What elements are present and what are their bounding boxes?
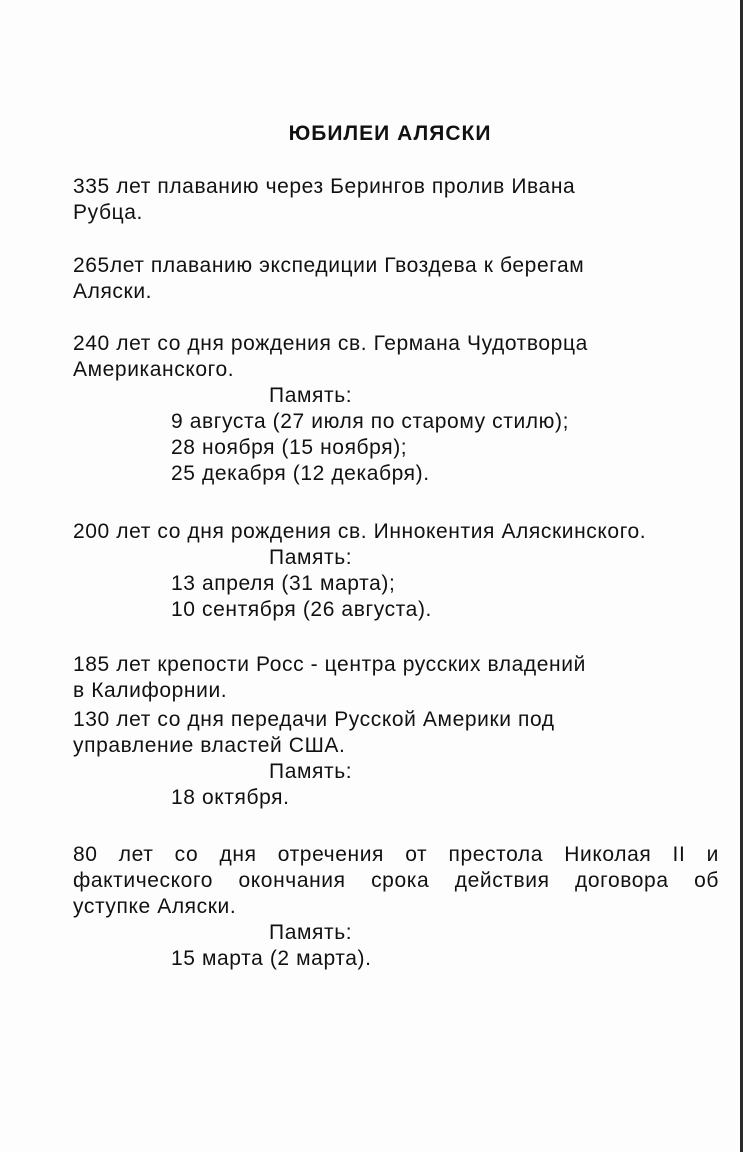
memory-label: Память: bbox=[269, 760, 353, 783]
entry-text-line: 185 лет крепости Росс - центра русских владений bbox=[73, 653, 586, 676]
memory-label: Память: bbox=[269, 921, 353, 944]
entry-text-line: управление властей США. bbox=[73, 734, 346, 757]
entry-text-line: 80 лет со дня отречения от престола Николая II и bbox=[73, 843, 719, 866]
entry-text-line: Американского. bbox=[73, 358, 235, 381]
entry-text-line: 335 лет плаванию через Берингов пролив Ивана bbox=[73, 175, 576, 198]
jubilee-entry-bering-strait bbox=[73, 174, 575, 226]
entry-text-line: уступке Аляски. bbox=[73, 895, 237, 918]
memory-date: 15 марта (2 марта). bbox=[171, 947, 372, 970]
memory-date: 25 декабря (12 декабря). bbox=[171, 462, 430, 485]
entry-text-line: Рубца. bbox=[73, 201, 143, 224]
jubilee-entry-herman-of-alaska bbox=[73, 331, 588, 487]
memory-date: 9 августа (27 июля по старому стилю); bbox=[171, 410, 570, 433]
jubilee-entry-fort-ross bbox=[73, 652, 586, 704]
memory-date: 28 ноября (15 ноября); bbox=[171, 436, 408, 459]
jubilee-entry-transfer-to-usa bbox=[73, 707, 555, 811]
document-title: ЮБИЛЕИ АЛЯСКИ bbox=[288, 122, 492, 145]
jubilee-entry-gvozdev-expedition bbox=[73, 253, 584, 305]
entry-text-line: 200 лет со дня рождения св. Иннокентия Аляскинского. bbox=[73, 520, 647, 543]
memory-date: 18 октября. bbox=[171, 786, 290, 809]
memory-date: 13 апреля (31 марта); bbox=[171, 572, 396, 595]
entry-text-line: 265лет плаванию экспедиции Гвоздева к берегам bbox=[73, 254, 585, 277]
jubilee-entry-innocent-of-alaska bbox=[73, 519, 646, 623]
memory-label: Память: bbox=[269, 384, 353, 407]
entry-text-line: фактического окончания срока действия договора об bbox=[73, 869, 719, 892]
memory-label: Память: bbox=[269, 546, 353, 569]
jubilee-entry-abdication bbox=[73, 842, 719, 972]
entry-text-line: в Калифорнии. bbox=[73, 679, 228, 702]
entry-text-line: 240 лет со дня рождения св. Германа Чудотворца bbox=[73, 332, 588, 355]
memory-date: 10 сентября (26 августа). bbox=[171, 598, 432, 621]
entry-text-line: 130 лет со дня передачи Русской Америки под bbox=[73, 708, 555, 731]
entry-text-line: Аляски. bbox=[73, 280, 153, 303]
